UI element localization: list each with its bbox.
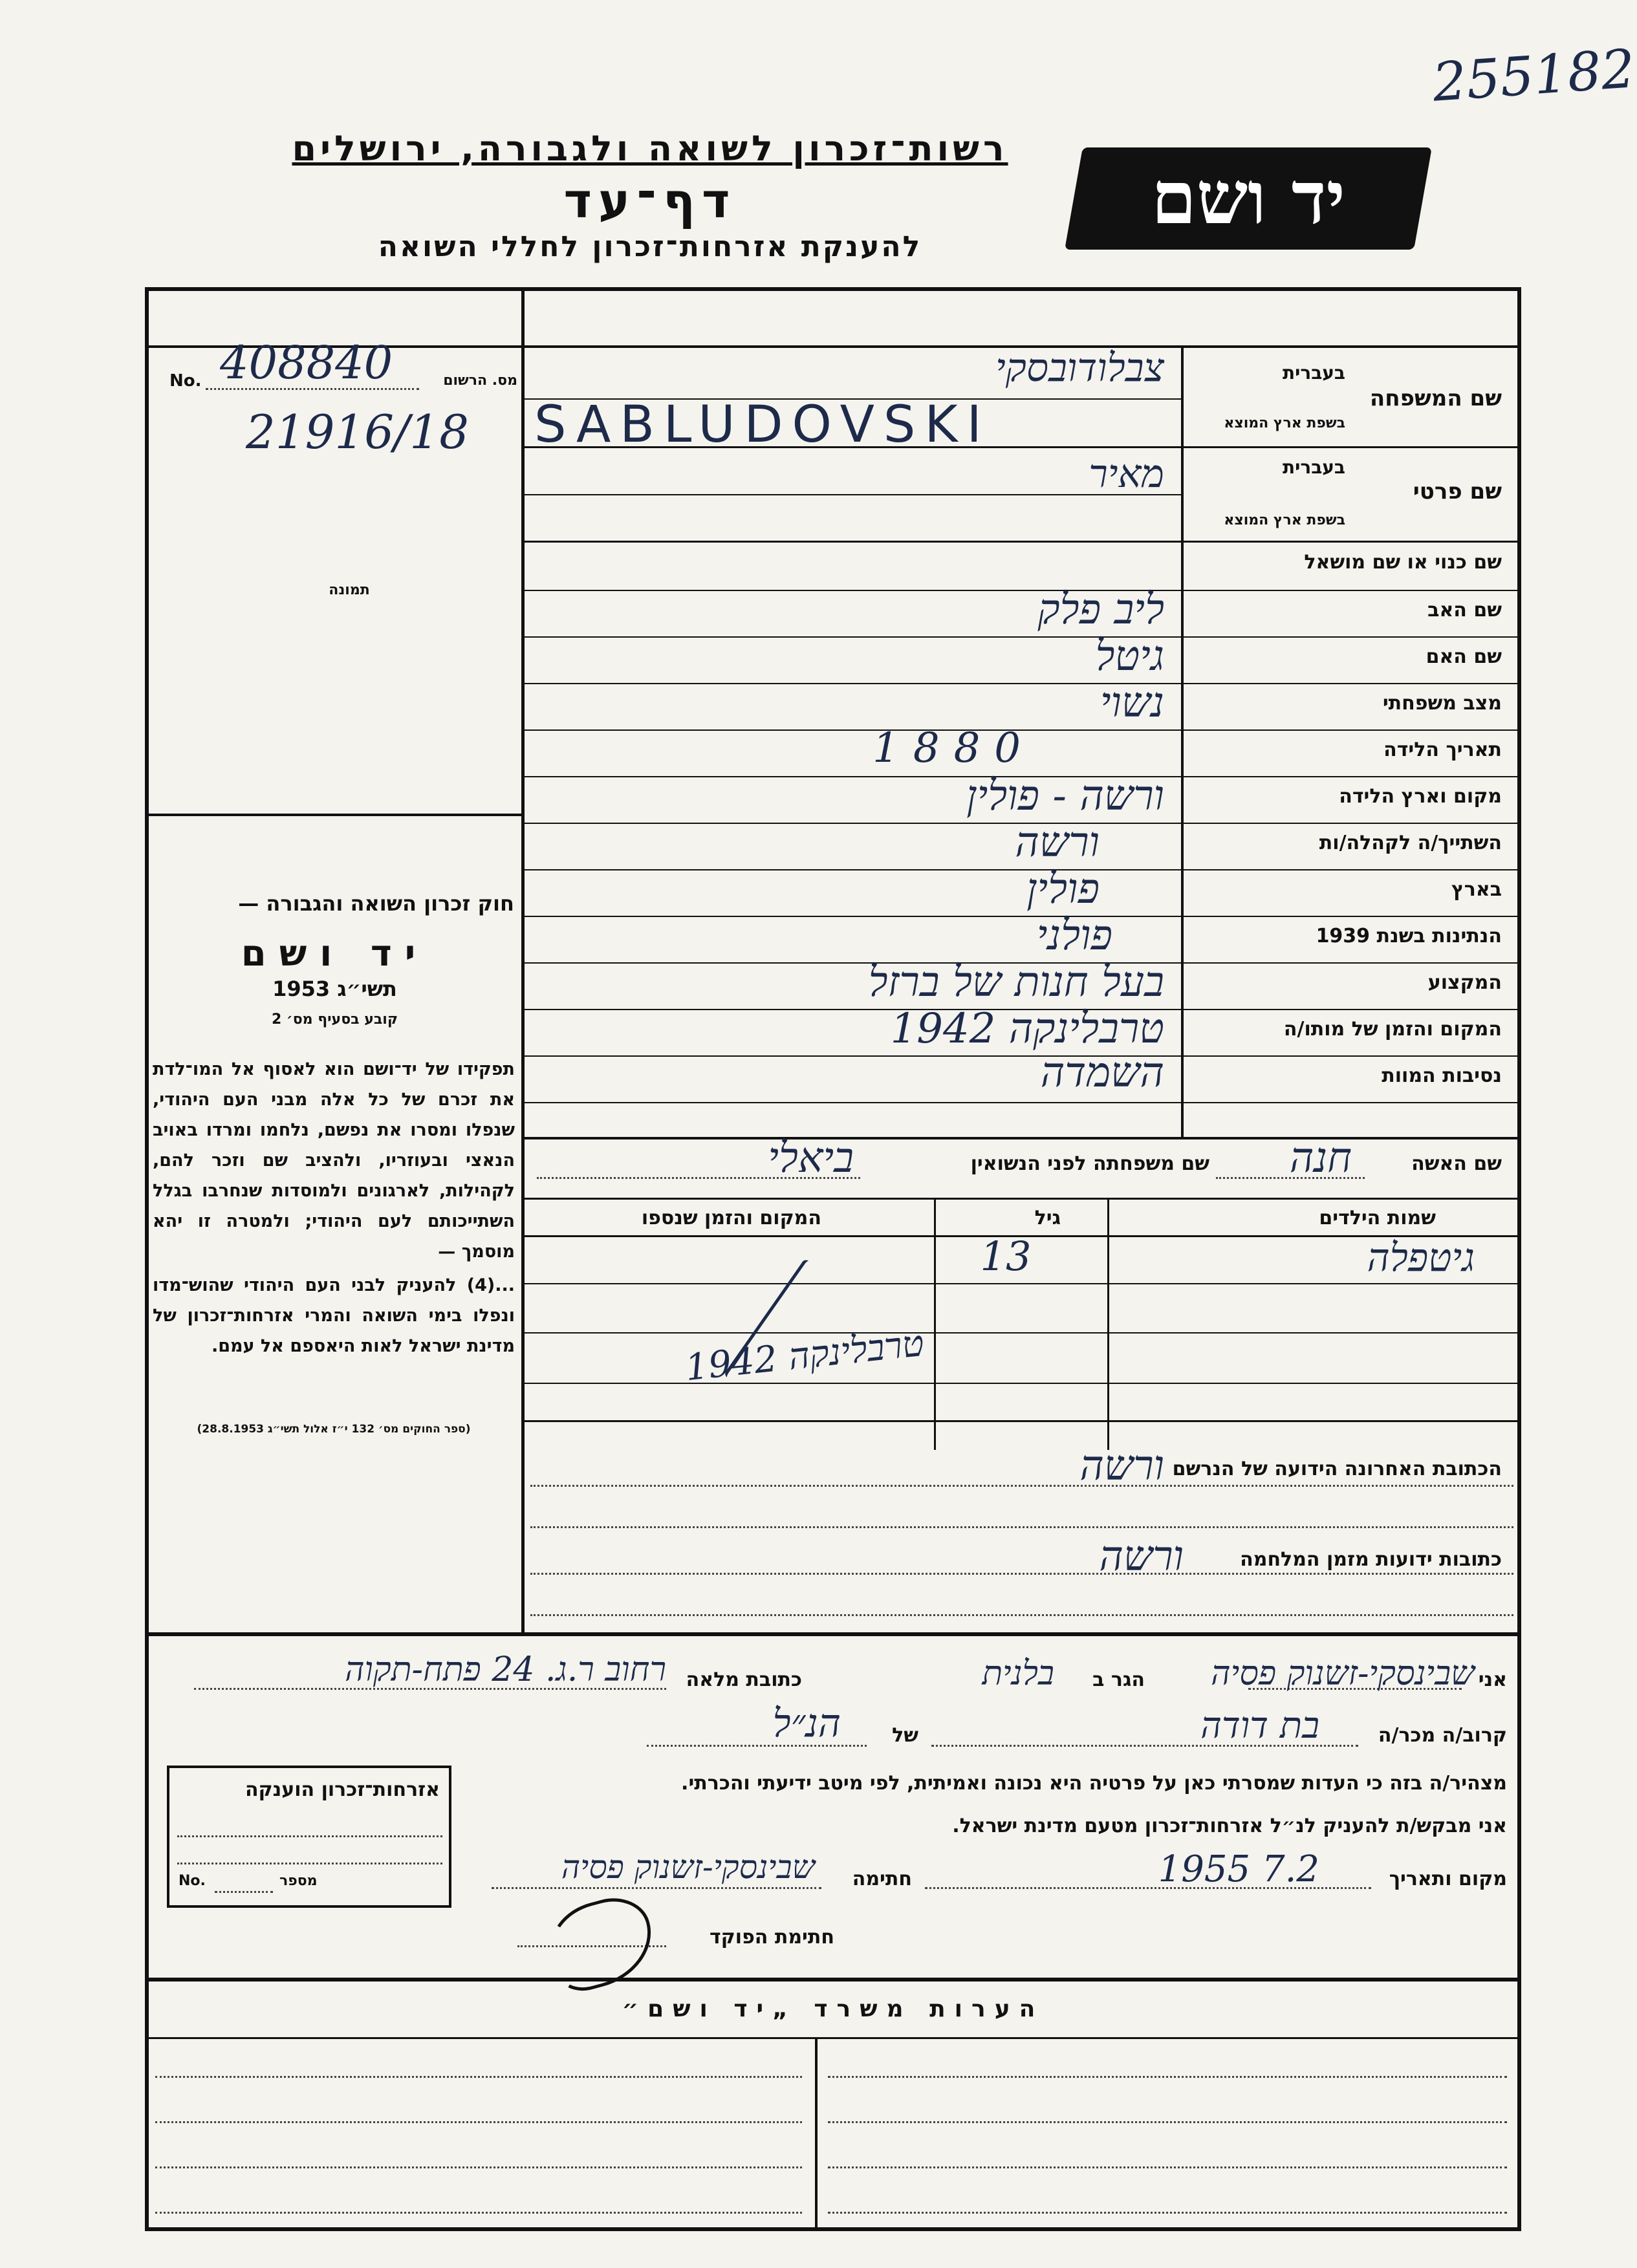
father-name-value: ליב פלק — [1037, 586, 1164, 634]
marital-status-label: מצב משפחתי — [1382, 692, 1502, 715]
first-name-value: מאיר — [1089, 451, 1164, 497]
death-place-time-label: המקום והזמן של מותו/ה — [1283, 1018, 1502, 1041]
form-subtitle: להענקת אזרחות־זכרון לחללי השואה — [378, 230, 922, 263]
archive-number: 255182 — [1431, 38, 1637, 114]
of-label: של — [892, 1724, 918, 1747]
children-header-age: גיל — [1034, 1207, 1061, 1229]
family-name-sub-native: בשפת ארץ המוצא — [1224, 415, 1345, 431]
citizenship-box-number-label: מספר — [279, 1873, 318, 1889]
family-name-hebrew-value: צבלודובסקי — [995, 345, 1164, 391]
child-death-place: טרבלינקה 1942 — [683, 1322, 926, 1390]
war-addresses-label: כתובות ידועות מזמן המלחמה — [1240, 1548, 1502, 1571]
law-source: (ספר החוקים מס׳ 132 י״ז אלול תשי״ג 28.8.1953) — [197, 1423, 471, 1436]
relation-value: בת דודה — [1200, 1705, 1319, 1747]
father-name-label: שם האב — [1427, 599, 1502, 621]
file-number: 21916/18 — [246, 405, 469, 459]
first-name-label: שם פרטי — [1413, 479, 1502, 504]
declaration-text: מצהיר/ה בזה כי העדות שמסרתי כאן על פרטיה היא נכונה ואמיתית, לפי מיטב ידיעתי והכרתי. — [681, 1772, 1507, 1795]
country-value: פולין — [1026, 865, 1100, 913]
citizenship-box-no-label: No. — [179, 1873, 206, 1889]
law-year: תשי״ג 1953 — [272, 977, 397, 1001]
law-title: חוק זכרון השואה והגבורה — — [238, 891, 514, 916]
marital-status-value: נשוי — [1100, 679, 1164, 727]
witness-i-label: אני — [1478, 1669, 1507, 1691]
place-date-label: מקום ותאריך — [1389, 1868, 1507, 1890]
child-name: גיטפלה — [1367, 1235, 1475, 1280]
war-addresses-value: ורשה — [1099, 1533, 1184, 1581]
of-value: הנ״ל — [772, 1701, 841, 1746]
citizenship-granted-box — [167, 1766, 451, 1908]
yad-vashem-logo — [1065, 147, 1432, 250]
wife-label: שם האשה — [1411, 1152, 1502, 1175]
mother-name-value: גיטל — [1095, 632, 1164, 680]
wife-value: חנה — [1289, 1134, 1352, 1182]
last-address-label: הכתובת האחרונה הידועה של הנרשם — [1172, 1458, 1502, 1480]
signature-label: חתימה — [852, 1868, 912, 1890]
family-name-native-value: SABLUDOVSKI — [534, 396, 991, 454]
family-name-label: שם המשפחה — [1369, 385, 1502, 411]
death-circumstances-value: השמדה — [1040, 1049, 1164, 1097]
country-label: בארץ — [1451, 878, 1502, 901]
occupation-value: בעל חנות של ברזל — [868, 958, 1164, 1006]
children-header-place: המקום והזמן שנספו — [641, 1207, 821, 1229]
registry-number: 408840 — [220, 336, 393, 389]
witness-name: שבינסקי-זשנוק פסיה — [1211, 1654, 1475, 1693]
alias-label: שם כנוי או שם מושאל — [1304, 551, 1502, 574]
law-name: יד ושם — [241, 933, 429, 975]
first-name-sub-he: בעברית — [1282, 457, 1345, 478]
no-label: No. — [169, 371, 202, 391]
registry-number-label: מס. הרשום — [443, 373, 517, 389]
citizenship-1939-label: הנתינות בשנת 1939 — [1316, 925, 1502, 947]
form-title: דף־עד — [563, 173, 737, 229]
occupation-label: המקצוע — [1427, 971, 1502, 994]
witness-address-value: רחוב ר.ג. 24 פתח-תקוה — [345, 1650, 666, 1689]
citizenship-1939-value: פולני — [1036, 912, 1112, 960]
community-label: השתייך/ה לקהלה/ות — [1319, 832, 1502, 854]
family-name-sub-he: בעברית — [1282, 362, 1345, 383]
request-text: אני מבקש/ת להעניק לנ״ל אזרחות־זכרון מטעם מדינת ישראל. — [952, 1815, 1507, 1837]
wife-maiden-value: ביאלי — [768, 1134, 854, 1182]
death-circumstances-label: נסיבות המוות — [1382, 1064, 1502, 1087]
place-date-value: 7.2 1955 — [1158, 1848, 1319, 1890]
law-text-1: תפקידו של יד־ושם הוא לאסוף אל המו־לדת את זכרם של כל אלה מבני העם היהודי, שנפלו ומסרו את נפשם, נלחמו ומרדו באויב הנאצי ובעוזריו, ולהציב שם וזכר להם, לקהילות, לארגונים ולמוסדות שנחרבו בגלל השתייכותם לעם היהודי; ולמטרה זו יהא מוסמך — — [153, 1059, 515, 1262]
witness-resides-label: הגר ב — [1092, 1669, 1145, 1691]
child-age: 13 — [980, 1233, 1032, 1280]
logo-text: יד ושם — [1151, 156, 1346, 241]
witness-address-label: כתובת מלאה — [686, 1669, 802, 1691]
children-header-name: שמות הילדים — [1319, 1207, 1436, 1229]
law-clause: קובע בסעיף מס׳ 2 — [271, 1011, 398, 1028]
birth-date-value: 1880 — [873, 724, 1035, 772]
witness-resides-value: בלנית — [982, 1654, 1054, 1693]
office-notes-title: הערות משרד „יד ושם״ — [622, 1996, 1045, 2022]
photo-label: תמונה — [329, 582, 370, 598]
birth-place-label: מקום וארץ הלידה — [1339, 785, 1502, 808]
last-address-value: ורשה — [1079, 1442, 1164, 1490]
authority-title: רשות־זכרון לשואה ולגבורה, ירושלים — [292, 128, 1008, 169]
first-name-sub-native: בשפת ארץ המוצא — [1224, 512, 1345, 528]
relation-label: קרוב/ה מכר/ה — [1378, 1724, 1507, 1747]
wife-maiden-label: שם משפחתה לפני הנשואין — [970, 1152, 1209, 1175]
birth-date-label: תאריך הלידה — [1383, 739, 1502, 761]
clerk-signature-label: חתימת הפוקד — [710, 1926, 834, 1949]
death-place-time-value: טרבלינקה 1942 — [890, 1005, 1164, 1053]
mother-name-label: שם האם — [1426, 645, 1502, 668]
birth-place-value: ורשה - פולין — [966, 772, 1164, 820]
signature-value: שבינסקי-זשנוק פסיה — [561, 1848, 815, 1886]
community-value: ורשה — [1015, 819, 1100, 867]
law-text-2: ...(4) להעניק לבני העם היהודי שהוש־מדו ונפלו בימי השואה והמרי אזרחות־זכרון של מדינת ישראל לאות היאספם אל עמם. — [153, 1275, 515, 1356]
citizenship-box-title: אזרחות־זכרון הוענקה — [244, 1778, 440, 1801]
